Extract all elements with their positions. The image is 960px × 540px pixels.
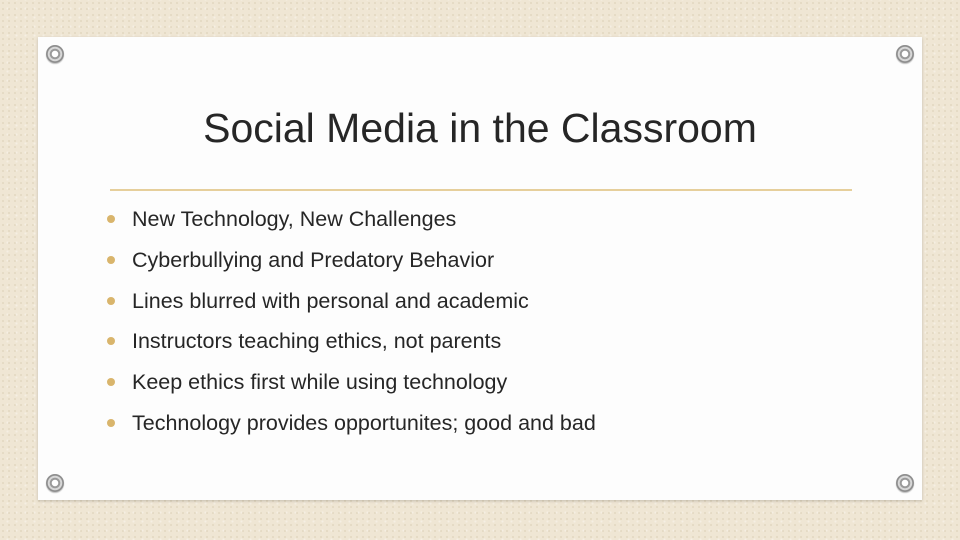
bullet-text: Cyberbullying and Predatory Behavior xyxy=(132,247,495,272)
bullet-text: Keep ethics first while using technology xyxy=(132,370,508,395)
pin-icon xyxy=(896,45,914,63)
bullet-icon xyxy=(107,215,115,223)
title-divider xyxy=(110,189,852,191)
bullet-text: New Technology, New Challenges xyxy=(132,207,457,231)
pin-icon xyxy=(46,45,64,63)
bullet-item xyxy=(107,323,596,364)
bullet-icon xyxy=(107,378,115,386)
bullet-text: Technology provides opportunites; good and bad xyxy=(132,410,596,435)
slide-card xyxy=(38,37,922,500)
bullet-icon xyxy=(107,256,115,264)
pin-icon xyxy=(896,474,914,492)
bullet-item xyxy=(107,201,596,242)
bullet-list xyxy=(107,201,596,446)
bullet-icon xyxy=(107,297,115,305)
bullet-item xyxy=(107,364,596,405)
slide-title: Social Media in the Classroom xyxy=(203,105,757,151)
bullet-icon xyxy=(107,419,115,427)
pin-icon xyxy=(46,474,64,492)
bullet-item xyxy=(107,405,596,446)
bullet-text: Lines blurred with personal and academic xyxy=(132,288,529,313)
bullet-item xyxy=(107,242,596,283)
bullet-icon xyxy=(107,337,115,345)
bullet-text: Instructors teaching ethics, not parents xyxy=(132,329,502,354)
bullet-item xyxy=(107,283,596,324)
